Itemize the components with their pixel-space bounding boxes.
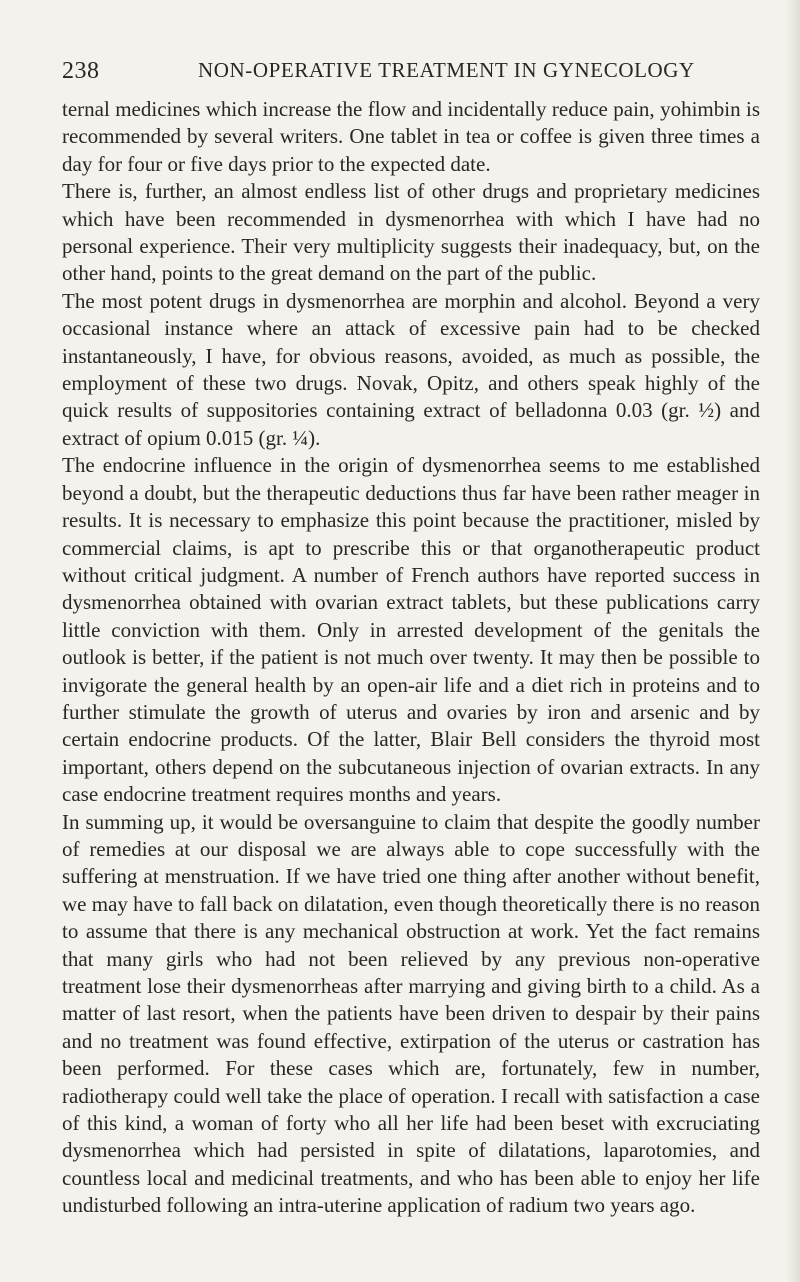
paragraph-1: ternal medicines which increase the flow and incidentally reduce pain, yohimbin is recommended by several writers. One tablet in tea or coffee is given three times a day for four or five days prior to the expected date. — [62, 97, 760, 176]
page-number: 238 — [62, 58, 100, 84]
paragraph-4: The endocrine influence in the origin of dysmenorrhea seems to me established beyond a doubt, but the therapeutic deductions thus far have been rather meager in results. It is necessary to emphasize this point because the practitioner, misled by commercial claims, is apt to prescribe this or that organotherapeutic product without critical judgment. A number of French authors have reported success in dysmenorrhea obtained with ovarian extract tablets, but these publications carry little conviction with them. Only in arrested development of the genitals the outlook is better, if the patient is not much over twenty. It may then be possible to invigorate the general health by an open-air life and a diet rich in proteins and to further stimulate the growth of uterus and ovaries by iron and arsenic and by certain endocrine products. Of the latter, Blair Bell considers the thyroid most important, others depend on the subcutaneous injection of ovarian extracts. In any case endocrine treatment requires months and years. — [62, 453, 760, 807]
paragraph-5: In summing up, it would be oversanguine to claim that despite the goodly number of remedies at our disposal we are always able to cope successfully with the suffering at menstruation. If we have tried one thing after another without benefit, we may have to fall back on dilatation, even though theoretically there is no reason to assume that there is any mechanical obstruction at work. Yet the fact remains that many girls who had not been relieved by any previous non-operative treatment lose their dysmenorrheas after marrying and giving birth to a child. As a matter of last resort, when the patients have been driven to despair by their pains and no treatment was found effective, extirpation of the uterus or castration has been performed. For these cases which are, fortunately, few in number, radiotherapy could well take the place of operation. I recall with satisfaction a case of this kind, a woman of forty who all her life had been beset with excruciating dysmenorrhea which had persisted in spite of dilatations, laparotomies, and countless local and medicinal treatments, and who has been able to enjoy her life undisturbed following an intra-uterine application of radium two years ago. — [62, 809, 761, 1218]
body-text — [62, 96, 760, 1220]
paragraph-3: The most potent drugs in dysmenorrhea are morphin and alcohol. Beyond a very occasional instance where an attack of excessive pain had to be checked instantaneously, I have, for obvious reasons, avoided, as much as possible, the employment of these two drugs. Novak, Opitz, and others speak highly of the quick results of suppositories containing extract of belladonna 0.03 (gr. ½) and extract of opium 0.015 (gr. ¼). — [62, 288, 760, 450]
page-edge-shadow — [786, 0, 800, 1282]
running-head: NON-OPERATIVE TREATMENT IN GYNECOLOGY — [198, 58, 695, 82]
page-header — [0, 58, 800, 88]
paragraph-2: There is, further, an almost endless list of other drugs and proprietary medicines which have been recommended in dysmenorrhea with which I have had no personal experience. Their very multiplicity suggests their inadequacy, but, on the other hand, points to the great demand on the part of the public. — [62, 179, 760, 286]
